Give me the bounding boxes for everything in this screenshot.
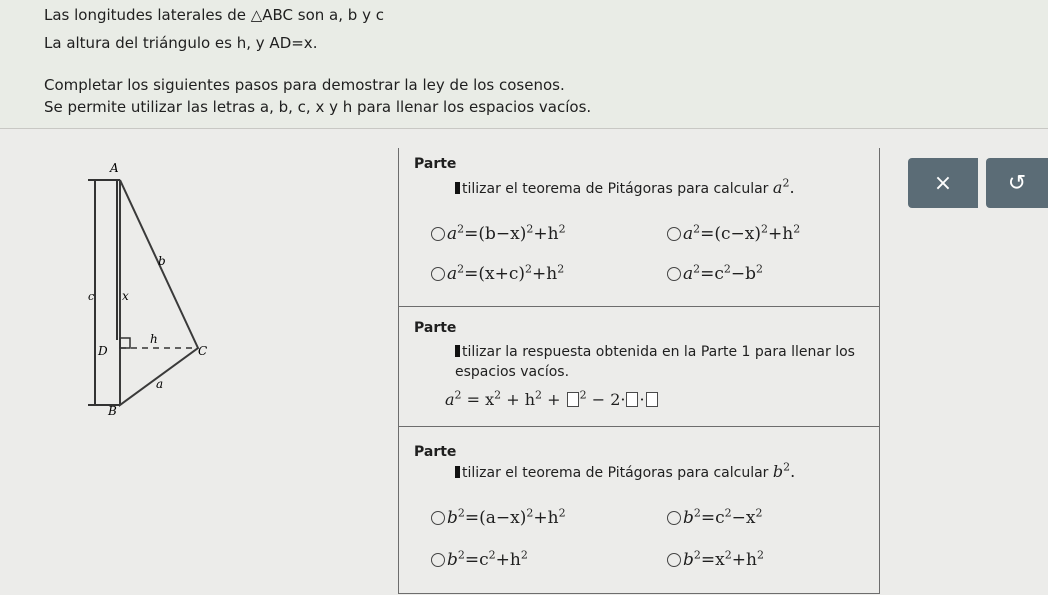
radio-icon[interactable] xyxy=(431,553,445,567)
right-angle-marker xyxy=(120,338,130,348)
part3-title: Parte xyxy=(414,444,457,460)
radio-icon[interactable] xyxy=(431,227,445,241)
label-x: x xyxy=(122,289,129,303)
intro-line-3: Completar los siguientes pasos para demostrar la ley de los cosenos. xyxy=(44,76,565,94)
triangle-abc xyxy=(120,180,198,405)
part1-option-4[interactable]: $a^2=c^2-b^2$ xyxy=(667,264,763,284)
part1-option-2[interactable]: $a^2=(c-x)^2+h^2$ xyxy=(667,224,800,244)
part-divider xyxy=(399,426,879,427)
radio-icon[interactable] xyxy=(667,227,681,241)
intro-line-4: Se permite utilizar las letras a, b, c, x y h para llenar los espacios vacíos. xyxy=(44,98,592,116)
part1-instruction: tilizar el teorema de Pitágoras para calcular $a^2$. xyxy=(455,178,795,197)
part1-option-1[interactable]: $a^2=(b-x)^2+h^2$ xyxy=(431,224,566,244)
blank-input-2[interactable] xyxy=(626,392,638,407)
label-h: h xyxy=(150,332,158,346)
text-cursor-icon xyxy=(455,182,460,194)
part2-equation: $a^2 = x^2 + h^2 + ^2 - 2\cdot$ · xyxy=(445,390,659,409)
intro-line-2: La altura del triángulo es h, y AD=x. xyxy=(44,34,318,52)
text-cursor-icon xyxy=(455,466,460,478)
radio-icon[interactable] xyxy=(431,267,445,281)
part3-option-4[interactable]: $b^2=x^2+h^2$ xyxy=(667,550,764,570)
radio-icon[interactable] xyxy=(431,511,445,525)
close-icon: × xyxy=(933,170,953,196)
part1-title: Parte xyxy=(414,156,457,172)
part3-option-2[interactable]: $b^2=c^2-x^2$ xyxy=(667,508,763,528)
parts-container xyxy=(398,148,880,594)
label-C: C xyxy=(198,344,208,358)
radio-icon[interactable] xyxy=(667,553,681,567)
part2-instruction-cont: espacios vacíos. xyxy=(455,364,570,380)
undo-icon: ↺ xyxy=(1007,170,1027,196)
label-a: a xyxy=(156,377,164,391)
label-A: A xyxy=(110,161,119,175)
text-cursor-icon xyxy=(455,345,460,357)
part-divider xyxy=(399,306,879,307)
blank-input-3[interactable] xyxy=(646,392,658,407)
label-B: B xyxy=(108,404,117,418)
undo-button[interactable] xyxy=(986,158,1048,208)
part3-instruction: tilizar el teorema de Pitágoras para calcular $b^2$. xyxy=(455,462,795,481)
part3-option-3[interactable]: $b^2=c^2+h^2$ xyxy=(431,550,528,570)
part3-option-1[interactable]: $b^2=(a-x)^2+h^2$ xyxy=(431,508,566,528)
part2-title: Parte xyxy=(414,320,457,336)
radio-icon[interactable] xyxy=(667,267,681,281)
intro-line-1: Las longitudes laterales de △ABC son a, b y c xyxy=(44,6,384,24)
part1-option-3[interactable]: $a^2=(x+c)^2+h^2$ xyxy=(431,264,564,284)
part2-instruction: tilizar la respuesta obtenida en la Parte 1 para llenar los xyxy=(455,344,855,360)
triangle-figure xyxy=(80,150,230,430)
clear-button[interactable] xyxy=(908,158,978,208)
label-c: c xyxy=(88,290,95,303)
label-b: b xyxy=(158,254,166,268)
radio-icon[interactable] xyxy=(667,511,681,525)
label-D: D xyxy=(98,344,108,358)
blank-input-1[interactable] xyxy=(567,392,579,407)
